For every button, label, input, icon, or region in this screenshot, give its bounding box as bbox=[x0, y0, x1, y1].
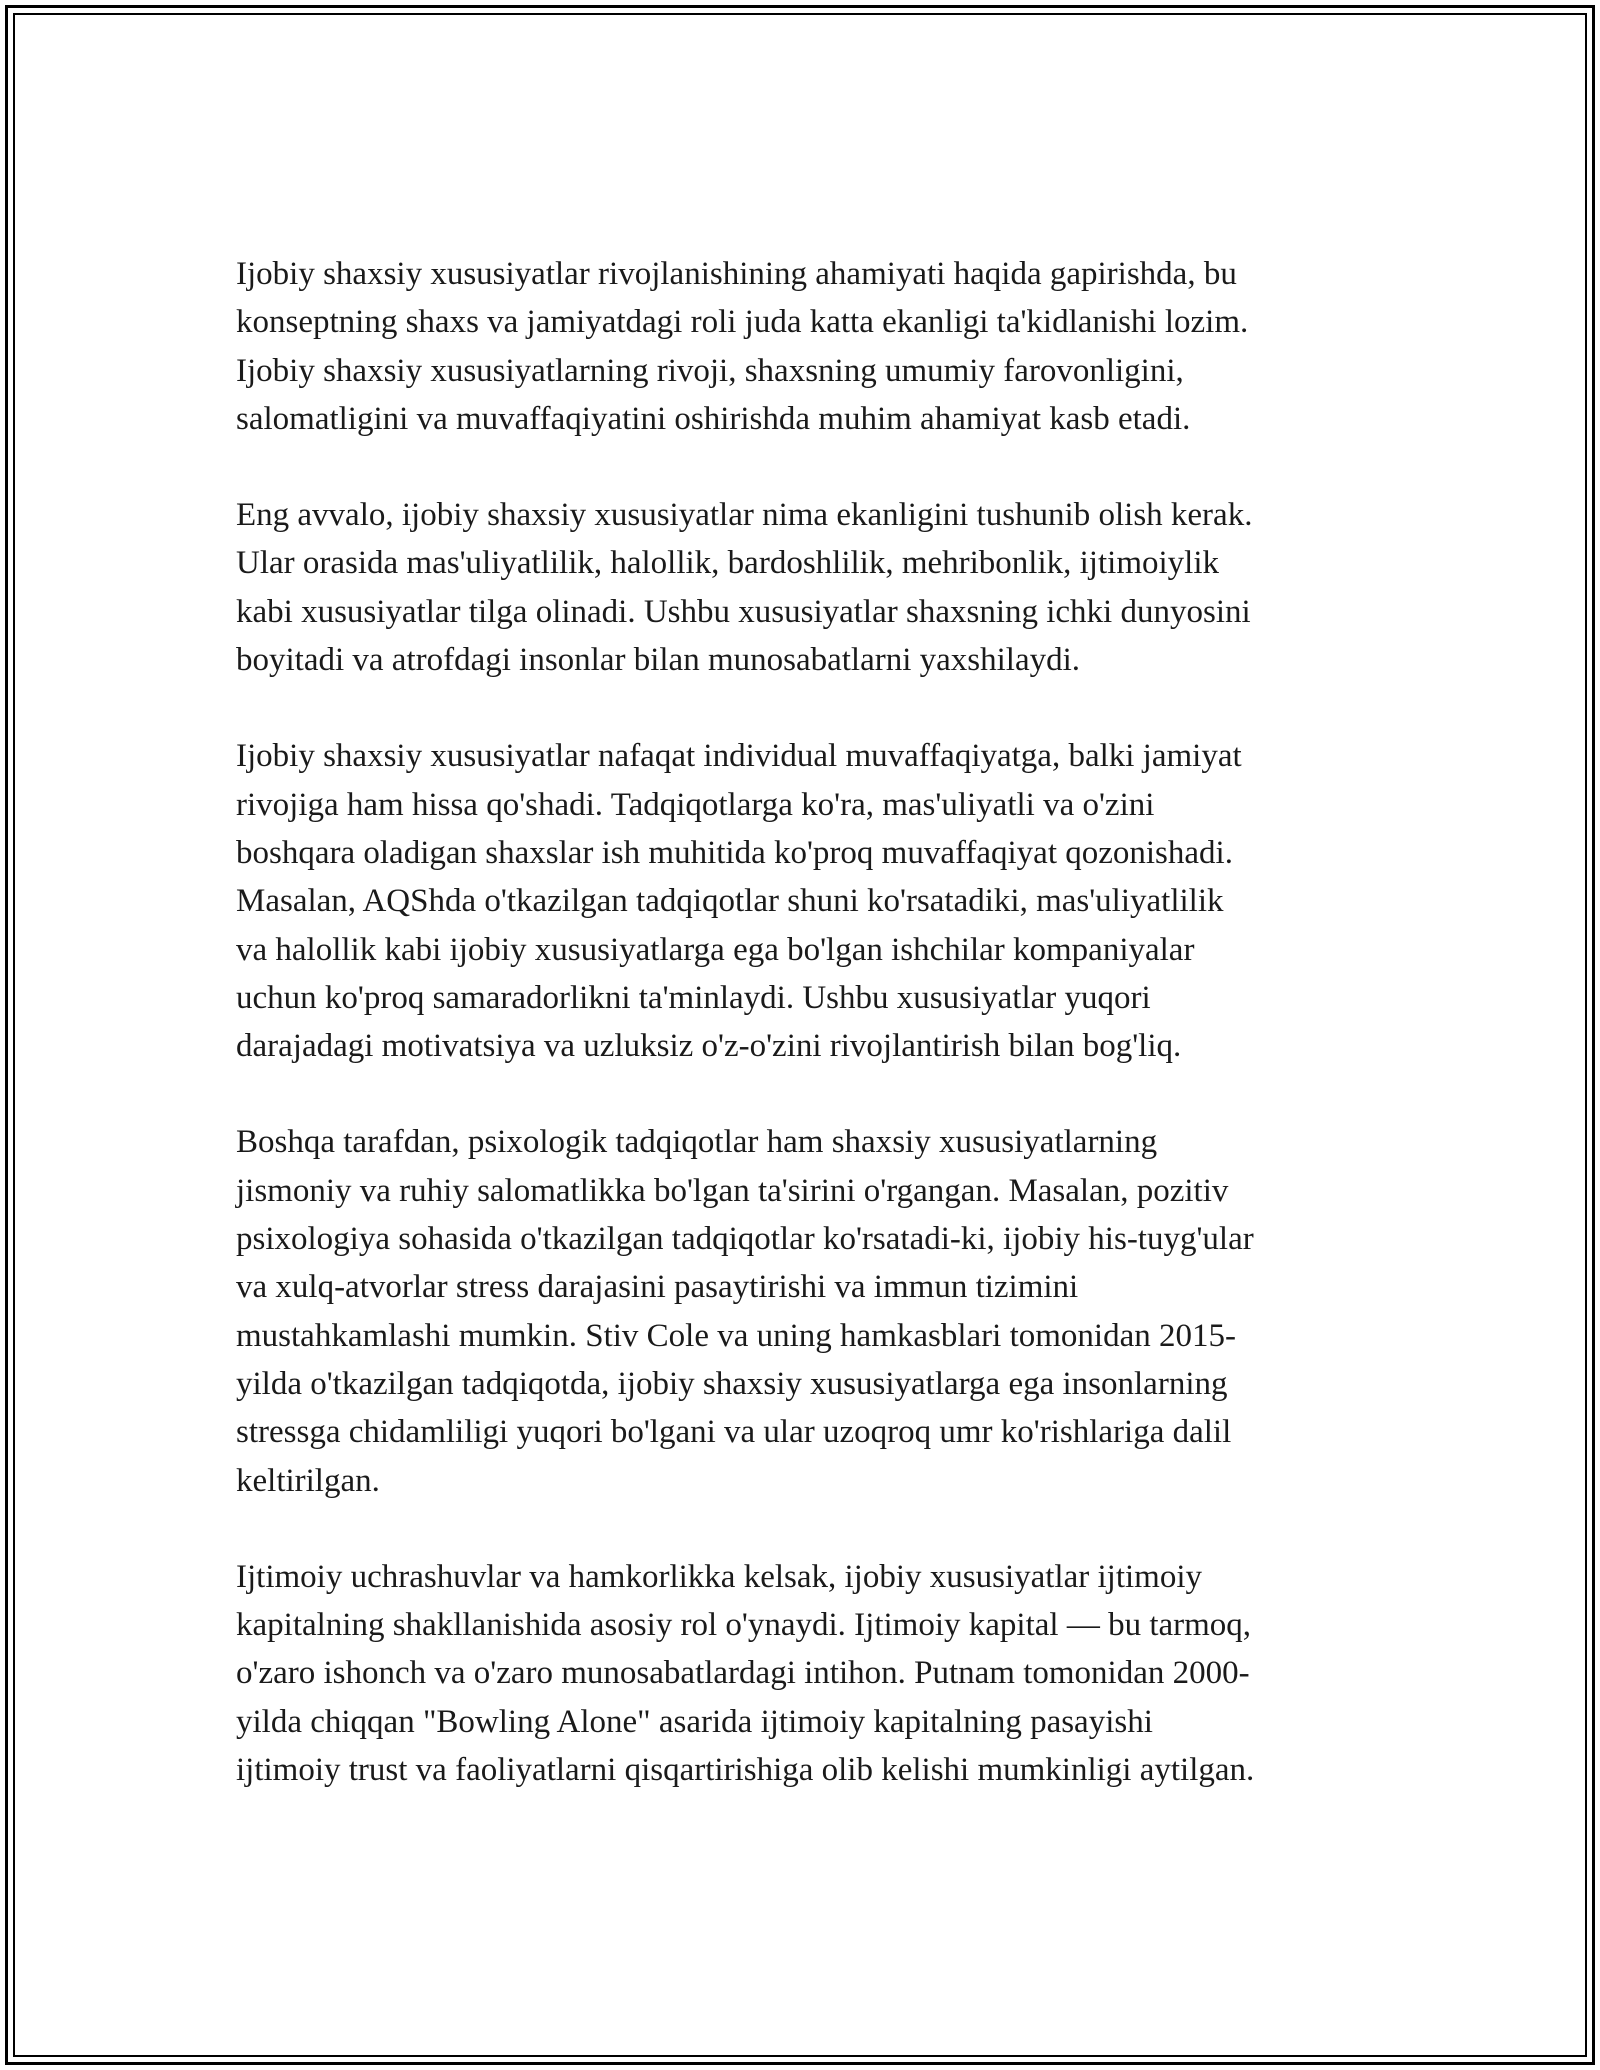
text-line: Boshqa tarafdan, psixologik tadqiqotlar ham shaxsiy xususiyatlarning bbox=[236, 1124, 1158, 1161]
text-line: va halollik kabi ijobiy xususiyatlarga ega bo'lgan ishchilar kompaniyalar bbox=[236, 931, 1195, 968]
text-line: Ijobiy shaxsiy xususiyatlar rivojlanishining ahamiyati haqida gapirishda, bu bbox=[236, 256, 1237, 292]
text-line: kabi xususiyatlar tilga olinadi. Ushbu xususiyatlar shaxsning ichki dunyosini bbox=[236, 593, 1251, 630]
text-line: Eng avvalo, ijobiy shaxsiy xususiyatlar nima ekanligini tushunib olish kerak. bbox=[236, 497, 1253, 534]
paragraph-3 bbox=[236, 732, 1386, 1070]
text-line: yilda o'tkazilgan tadqiqotda, ijobiy shaxsiy xususiyatlarga ega insonlarning bbox=[236, 1365, 1228, 1402]
paragraph-4 bbox=[236, 1118, 1386, 1504]
text-line: uchun ko'proq samaradorlikni ta'minlaydi. Ushbu xususiyatlar yuqori bbox=[236, 979, 1151, 1016]
document-body bbox=[236, 250, 1386, 1794]
text-line: ijtimoiy trust va faoliyatlarni qisqartirishiga olib kelishi mumkinligi aytilgan. bbox=[236, 1752, 1255, 1789]
text-line: va xulq-atvorlar stress darajasini pasaytirishi va immun tizimini bbox=[236, 1269, 1079, 1306]
text-line: rivojiga ham hissa qo'shadi. Tadqiqotlarga ko'ra, mas'uliyatli va o'zini bbox=[236, 786, 1155, 823]
text-line: boshqara oladigan shaxslar ish muhitida ko'proq muvaffaqiyat qozonishadi. bbox=[236, 834, 1233, 871]
text-line: yilda chiqqan "Bowling Alone" asarida ijtimoiy kapitalning pasayishi bbox=[236, 1703, 1153, 1740]
text-line: stressga chidamliligi yuqori bo'lgani va ular uzoqroq umr ko'rishlariga dalil bbox=[236, 1414, 1232, 1451]
text-line: jismoniy va ruhiy salomatlikka bo'lgan ta'sirini o'rgangan. Masalan, pozitiv bbox=[236, 1172, 1229, 1209]
text-line: psixologiya sohasida o'tkazilgan tadqiqotlar ko'rsatadi-ki, ijobiy his-tuyg'ular bbox=[236, 1221, 1254, 1258]
paragraph-1 bbox=[236, 250, 1386, 443]
text-line: kapitalning shakllanishida asosiy rol o'ynaydi. Ijtimoiy kapital — bu tarmoq, bbox=[236, 1607, 1252, 1644]
text-line: konseptning shaxs va jamiyatdagi roli juda katta ekanligi ta'kidlanishi lozim. bbox=[236, 304, 1249, 341]
text-line: Ijobiy shaxsiy xususiyatlarning rivoji, shaxsning umumiy farovonligini, bbox=[236, 352, 1184, 389]
text-line: keltirilgan. bbox=[236, 1462, 380, 1499]
text-line: darajadagi motivatsiya va uzluksiz o'z-o'zini rivojlantirish bilan bog'liq. bbox=[236, 1028, 1182, 1065]
text-line: Ijobiy shaxsiy xususiyatlar nafaqat individual muvaffaqiyatga, balki jamiyat bbox=[236, 738, 1242, 775]
text-line: Masalan, AQShda o'tkazilgan tadqiqotlar shuni ko'rsatadiki, mas'uliyatlilik bbox=[236, 883, 1224, 920]
text-line: mustahkamlashi mumkin. Stiv Cole va uning hamkasblari tomonidan 2015- bbox=[236, 1317, 1236, 1354]
text-line: boyitadi va atrofdagi insonlar bilan munosabatlarni yaxshilaydi. bbox=[236, 642, 1081, 679]
paragraph-5 bbox=[236, 1553, 1386, 1794]
paragraph-2 bbox=[236, 491, 1386, 684]
text-line: o'zaro ishonch va o'zaro munosabatlardagi intihon. Putnam tomonidan 2000- bbox=[236, 1655, 1250, 1692]
text-line: salomatligini va muvaffaqiyatini oshirishda muhim ahamiyat kasb etadi. bbox=[236, 400, 1191, 437]
text-line: Ular orasida mas'uliyatlilik, halollik, bardoshlilik, mehribonlik, ijtimoiylik bbox=[236, 545, 1219, 582]
text-line: Ijtimoiy uchrashuvlar va hamkorlikka kelsak, ijobiy xususiyatlar ijtimoiy bbox=[236, 1558, 1202, 1595]
